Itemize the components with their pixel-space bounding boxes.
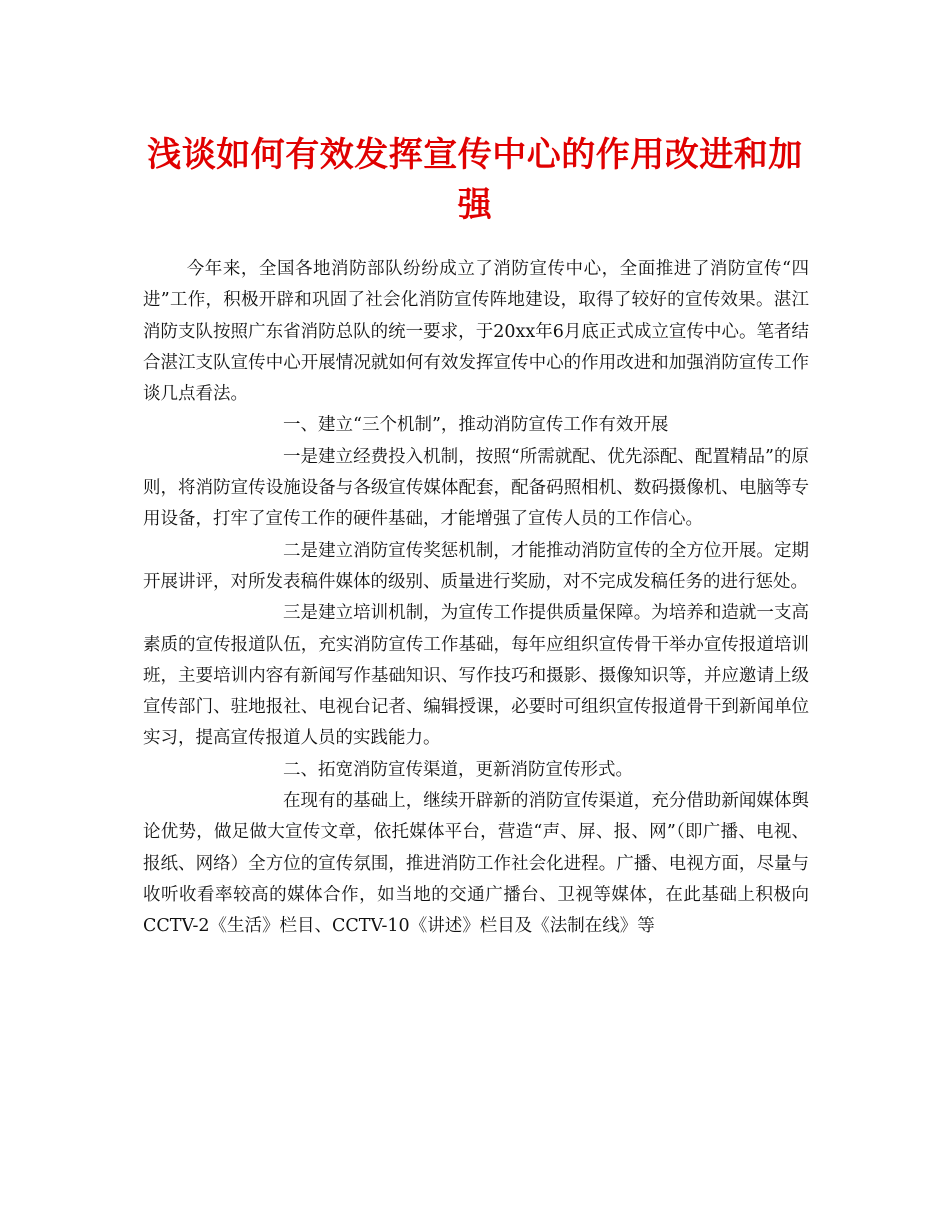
- paragraph-reward-mechanism: 二是建立消防宣传奖惩机制，才能推动消防宣传的全方位开展。定期开展讲评，对所发表稿件媒体的级别、质量进行奖励，对不完成发稿任务的进行惩处。: [143, 540, 809, 592]
- section-heading-1: 一、建立“三个机制”，推动消防宣传工作有效开展: [283, 415, 669, 436]
- section-heading-2: 二、拓宽消防宣传渠道，更新消防宣传形式。: [283, 759, 633, 780]
- paragraph-funding-mechanism: 一是建立经费投入机制，按照“所需就配、优先添配、配置精品”的原则，将消防宣传设施设备与各级宣传媒体配套，配备码照相机、数码摄像机、电脑等专用设备，打牢了宣传工作的硬件基础，才能增强了宣传人员的工作信心。: [143, 446, 809, 530]
- page-title: 浅谈如何有效发挥宣传中心的作用改进和加强: [147, 135, 803, 225]
- paragraph-intro: 今年来，全国各地消防部队纷纷成立了消防宣传中心，全面推进了消防宣传“四进”工作，积极开辟和巩固了社会化消防宣传阵地建设，取得了较好的宣传效果。湛江消防支队按照广东省消防总队的统一要求，于20xx年6月底正式成立宣传中心。笔者结合湛江支队宣传中心开展情况就如何有效发挥宣传中心的作用改进和加强消防宣传工作谈几点看法。: [143, 259, 809, 405]
- paragraph-training-mechanism: 三是建立培训机制，为宣传工作提供质量保障。为培养和造就一支高素质的宣传报道队伍，充实消防宣传工作基础，每年应组织宣传骨干举办宣传报道培训班，主要培训内容有新闻写作基础知识、写作技巧和摄影、摄像知识等，并应邀请上级宣传部门、驻地报社、电视台记者、编辑授课，必要时可组织宣传报道骨干到新闻单位实习，提高宣传报道人员的实践能力。: [143, 603, 809, 749]
- document-body: [143, 254, 809, 943]
- paragraph-channels: 在现有的基础上，继续开辟新的消防宣传渠道，充分借助新闻媒体舆论优势，做足做大宣传文章，依托媒体平台，营造“声、屏、报、网”（即广播、电视、报纸、网络）全方位的宣传氛围，推进消防工作社会化进程。广播、电视方面，尽量与收听收看率较高的媒体合作，如当地的交通广播台、卫视等媒体，在此基础上积极向CCTV-2《生活》栏目、CCTV-10《讲述》栏目及《法制在线》等: [143, 791, 809, 937]
